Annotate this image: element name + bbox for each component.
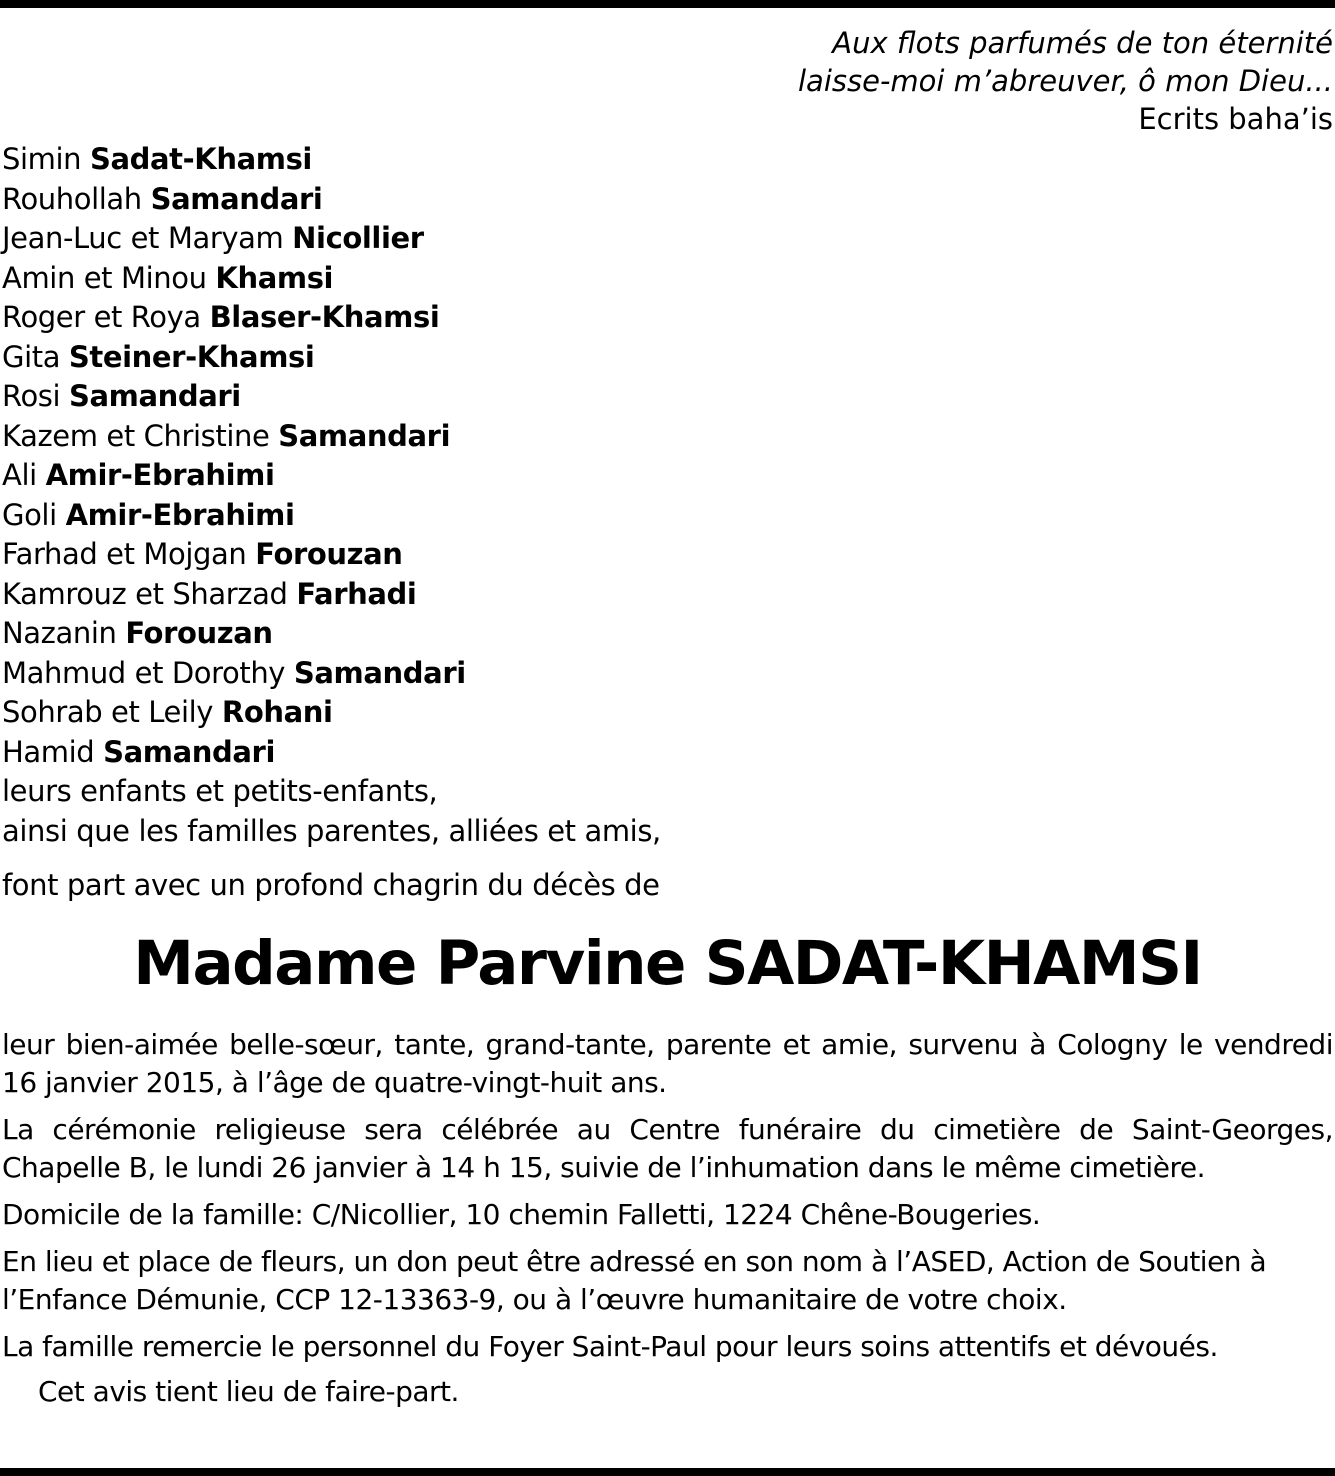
mourner-given-name: Kazem et Christine (2, 418, 270, 453)
mourner-row (2, 140, 661, 180)
mourner-surname: Khamsi (215, 260, 334, 295)
mourner-row (2, 259, 661, 299)
mourner-surname: Steiner-Khamsi (68, 339, 315, 374)
notice-body (2, 1026, 1333, 1420)
mourner-surname: Samandari (103, 734, 275, 769)
epigraph (798, 24, 1333, 138)
mourner-row (2, 219, 661, 259)
mourner-row (2, 654, 661, 694)
ceremony-paragraph: La cérémonie religieuse sera célébrée au Centre funéraire du cimetière de Saint-Georges, Chapelle B, le lundi 26 janvier à 14 h 15, suivie de l’inhumation dans le même cimetière. (2, 1113, 1333, 1184)
mourner-surname: Amir-Ebrahimi (65, 497, 295, 532)
thanks-paragraph: La famille remercie le personnel du Foyer Saint-Paul pour leurs soins attentifs et dévoués. (2, 1330, 1218, 1363)
mourner-row (2, 377, 661, 417)
signoff-line: Cet avis tient lieu de faire-part. (38, 1375, 459, 1408)
mourner-row (2, 496, 661, 536)
mourner-given-name: Amin et Minou (2, 260, 207, 295)
mourner-row (2, 614, 661, 654)
mourner-surname: Rohani (221, 695, 333, 729)
mourner-given-name: Simin (2, 142, 82, 176)
family-line-descendants: leurs enfants et petits-enfants, (2, 774, 438, 808)
mourner-given-name: Rouhollah (2, 181, 142, 216)
mourners-list (2, 140, 661, 851)
mourner-row (2, 298, 661, 338)
mourner-surname: Samandari (293, 655, 466, 690)
mourner-row (2, 417, 661, 457)
mourner-given-name: Kamrouz et Sharzad (2, 576, 288, 611)
mourner-given-name: Nazanin (2, 616, 117, 650)
mourner-surname: Samandari (68, 379, 241, 413)
mourner-row (2, 535, 661, 575)
mourner-row (2, 456, 661, 496)
mourner-given-name: Jean-Luc et Maryam (2, 221, 284, 255)
mourner-surname: Sadat-Khamsi (89, 142, 312, 176)
mourner-given-name: Gita (2, 339, 61, 374)
relation-paragraph: leur bien-aimée belle-sœur, tante, grand-tante, parente et amie, survenu à Cologny le vendredi 16 janvier 2015, à l’âge de quatre-vingt-huit ans. (2, 1028, 1333, 1099)
mourner-surname: Nicollier (292, 221, 424, 255)
top-border-rule (0, 0, 1335, 8)
mourner-given-name: Rosi (2, 379, 61, 413)
mourner-row (2, 733, 661, 773)
mourner-row (2, 575, 661, 615)
mourner-row (2, 180, 661, 220)
mourner-surname: Amir-Ebrahimi (45, 458, 275, 492)
deceased-name: Madame Parvine SADAT-KHAMSI (133, 928, 1202, 999)
epigraph-line-2: laisse-moi m’abreuver, ô mon Dieu... (798, 64, 1333, 98)
mourner-surname: Farhadi (296, 576, 417, 611)
mourner-given-name: Hamid (2, 734, 95, 769)
mourner-given-name: Sohrab et Leily (2, 695, 214, 729)
mourner-surname: Samandari (278, 418, 451, 453)
donation-paragraph: En lieu et place de fleurs, un don peut être adressé en son nom à l’ASED, Action de Soutien à l’Enfance Démunie, CCP 12-13363-9, ou à l’œuvre humanitaire de votre choix. (2, 1245, 1267, 1316)
mourner-row (2, 693, 661, 733)
mourner-surname: Samandari (150, 181, 323, 216)
epigraph-source: Ecrits baha’is (1138, 102, 1333, 136)
mourner-given-name: Roger et Roya (2, 300, 201, 334)
announcement-line: font part avec un profond chagrin du décès de (2, 868, 660, 902)
mourner-surname: Blaser-Khamsi (209, 300, 440, 334)
mourner-surname: Forouzan (255, 537, 403, 571)
bottom-border-rule (0, 1468, 1335, 1476)
family-line-relatives: ainsi que les familles parentes, alliées et amis, (2, 813, 661, 848)
mourner-given-name: Mahmud et Dorothy (2, 655, 286, 690)
mourner-given-name: Goli (2, 497, 57, 532)
domicile-paragraph: Domicile de la famille: C/Nicollier, 10 chemin Falletti, 1224 Chêne-Bougeries. (2, 1198, 1041, 1231)
mourner-given-name: Ali (2, 458, 37, 492)
mourner-surname: Forouzan (125, 616, 273, 650)
epigraph-line-1: Aux flots parfumés de ton éternité (832, 26, 1333, 60)
mourner-given-name: Farhad et Mojgan (2, 537, 247, 571)
mourner-row (2, 338, 661, 378)
